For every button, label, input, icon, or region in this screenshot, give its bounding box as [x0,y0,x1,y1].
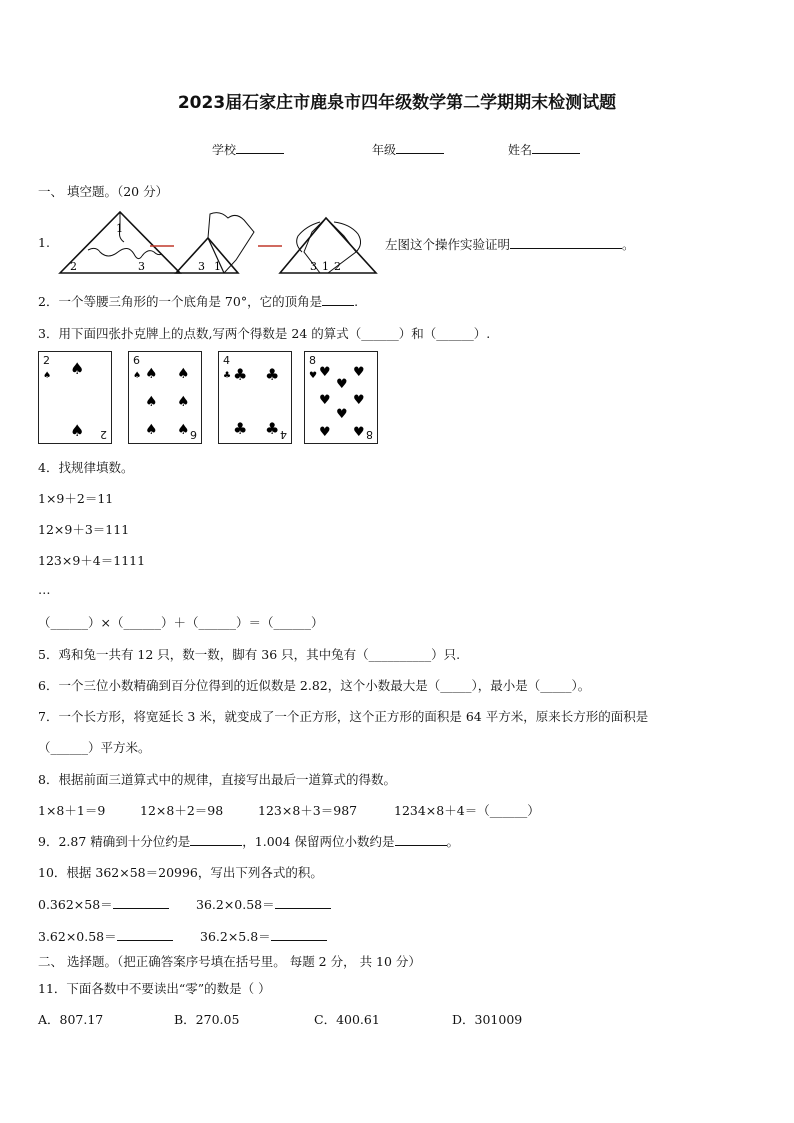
q6-text: 6．一个三位小数精确到百分位得到的近似数是 2.82，这个小数最大是（_____），最小是（_____）。 [38,678,591,693]
q9-part-a: 9．2.87 精确到十分位约是 [38,834,191,849]
q8-expr-2: 12×8＋2＝98 [140,803,224,818]
card-rank: 6 [133,354,140,367]
q10-blank-1[interactable] [113,896,169,909]
svg-text:♣: ♣ [233,365,248,384]
q10-item-3 [38,927,173,945]
q9-blank-2[interactable] [395,833,447,846]
svg-text:♠: ♠ [70,421,85,440]
q1-number: 1. [38,235,50,250]
grade-blank[interactable] [396,141,444,154]
q1-label-3b: 3 [198,260,205,273]
section1-header: 一、 填空题。（20 分） [38,184,169,199]
q10-item-2-expr: 36.2×0.58＝ [196,897,275,912]
q2-answer-blank[interactable] [322,293,354,306]
q1-label-1b: 1 [214,260,221,273]
q1-end: 。 [622,237,635,252]
svg-text:♠: ♠ [145,366,158,382]
playing-card-8-heart [304,351,378,444]
q11-option-d[interactable]: D．301009 [452,1012,523,1027]
name-field [508,141,580,158]
svg-text:♥: ♥ [319,425,331,440]
svg-text:♠: ♠ [177,422,190,438]
svg-text:♣: ♣ [265,365,280,384]
q1-label-1c: 1 [322,260,329,273]
q3-text: 3．用下面四张扑克牌上的点数,写两个得数是 24 的算式（______）和（______）. [38,326,491,341]
q8-expr-1: 1×8＋1＝9 [38,803,106,818]
card-rank-bottom: 8 [366,428,373,441]
svg-text:♣: ♣ [265,419,280,438]
school-blank[interactable] [236,141,284,154]
q4-line-1: 1×9＋2＝11 [38,491,114,506]
svg-text:♠: ♠ [43,371,52,381]
playing-card-2-spade [38,351,112,444]
q11-option-b[interactable]: B．270.05 [174,1012,240,1027]
school-label: 学校 [212,143,237,157]
q1-label-2: 2 [70,260,77,273]
q10-blank-4[interactable] [271,928,327,941]
svg-text:♥: ♥ [353,425,365,440]
svg-text:♠: ♠ [145,394,158,410]
q10-blank-3[interactable] [117,928,173,941]
q11-text: 11．下面各数中不要读出“零”的数是（ ） [38,981,271,996]
q4-ellipsis: … [38,582,51,597]
q10-item-2 [196,895,331,913]
svg-text:♠: ♠ [177,366,190,382]
card-rank: 2 [43,354,50,367]
svg-text:♠: ♠ [145,422,158,438]
q1-label-1: 1 [116,222,123,235]
q5-text: 5．鸡和兔一共有 12 只，数一数，脚有 36 只，其中兔有（__________）只. [38,647,461,662]
q2-end: . [354,294,359,309]
page-title: 2023届石家庄市鹿泉市四年级数学第二学期期末检测试题 [177,93,617,113]
grade-label: 年级 [372,143,397,157]
q1-label-3: 3 [138,260,145,273]
q2-text: 2．一个等腰三角形的一个底角是 70°，它的顶角是 [38,294,323,309]
q8-text: 8．根据前面三道算式中的规律，直接写出最后一道算式的得数。 [38,772,396,787]
q10-blank-2[interactable] [275,896,331,909]
svg-text:♥: ♥ [309,371,318,381]
q7-text: 7．一个长方形，将宽延长 3 米，就变成了一个正方形，这个正方形的面积是 64 平方米，原来长方形的面积是 [38,709,649,724]
card-rank-bottom: 4 [280,428,287,441]
q10-item-4 [200,927,327,945]
school-field [212,141,284,158]
q1-text [385,235,635,253]
q9-part-b: ，1.004 保留两位小数约是 [242,834,395,849]
triangle-experiment-figure [58,208,382,276]
playing-card-4-club [218,351,292,444]
q1-answer-blank[interactable] [510,236,622,249]
q10-item-4-expr: 36.2×5.8＝ [200,929,271,944]
q11-option-c[interactable]: C．400.61 [314,1012,380,1027]
q4-line-3: 123×9＋4＝1111 [38,553,146,568]
q7-text-2: （______）平方米。 [38,740,151,755]
name-label: 姓名 [508,143,533,157]
svg-text:♠: ♠ [177,394,190,410]
svg-text:♣: ♣ [223,371,232,381]
card-rank-bottom: 2 [100,428,107,441]
q1-label-3c: 3 [310,260,317,273]
svg-text:♠: ♠ [70,359,85,378]
q4-text: 4．找规律填数。 [38,460,134,475]
svg-text:♥: ♥ [336,377,348,392]
q11-option-a[interactable]: A．807.17 [38,1012,104,1027]
q10-item-3-expr: 3.62×0.58＝ [38,929,117,944]
svg-text:♥: ♥ [353,365,365,380]
q4-line-2: 12×9＋3＝111 [38,522,130,537]
q9 [38,832,459,850]
q10-item-1 [38,895,169,913]
svg-text:♥: ♥ [319,393,331,408]
name-blank[interactable] [532,141,580,154]
q10-item-1-expr: 0.362×58＝ [38,897,113,912]
grade-field [372,141,444,158]
q9-blank-1[interactable] [190,833,242,846]
svg-text:♠: ♠ [133,371,142,381]
playing-card-6-spade [128,351,202,444]
q1-label-2c: 2 [334,260,341,273]
q2 [38,292,358,310]
q4-blank-line[interactable]: （______）×（______）＋（______）＝（______） [38,615,324,630]
svg-text:♥: ♥ [353,393,365,408]
svg-text:♥: ♥ [319,365,331,380]
q8-expr-4: 1234×8＋4＝（______） [394,803,540,818]
svg-text:♥: ♥ [336,407,348,422]
q1-prompt: 左图这个操作实验证明 [385,237,511,252]
card-rank: 4 [223,354,230,367]
q10-text: 10．根据 362×58＝20996，写出下列各式的积。 [38,865,323,880]
q8-expr-3: 123×8＋3＝987 [258,803,358,818]
section2-header: 二、 选择题。（把正确答案序号填在括号里。 每题 2 分， 共 10 分） [38,954,421,969]
card-rank-bottom: 6 [190,428,197,441]
q9-end: 。 [446,834,460,849]
svg-text:♣: ♣ [233,419,248,438]
card-rank: 8 [309,354,316,367]
